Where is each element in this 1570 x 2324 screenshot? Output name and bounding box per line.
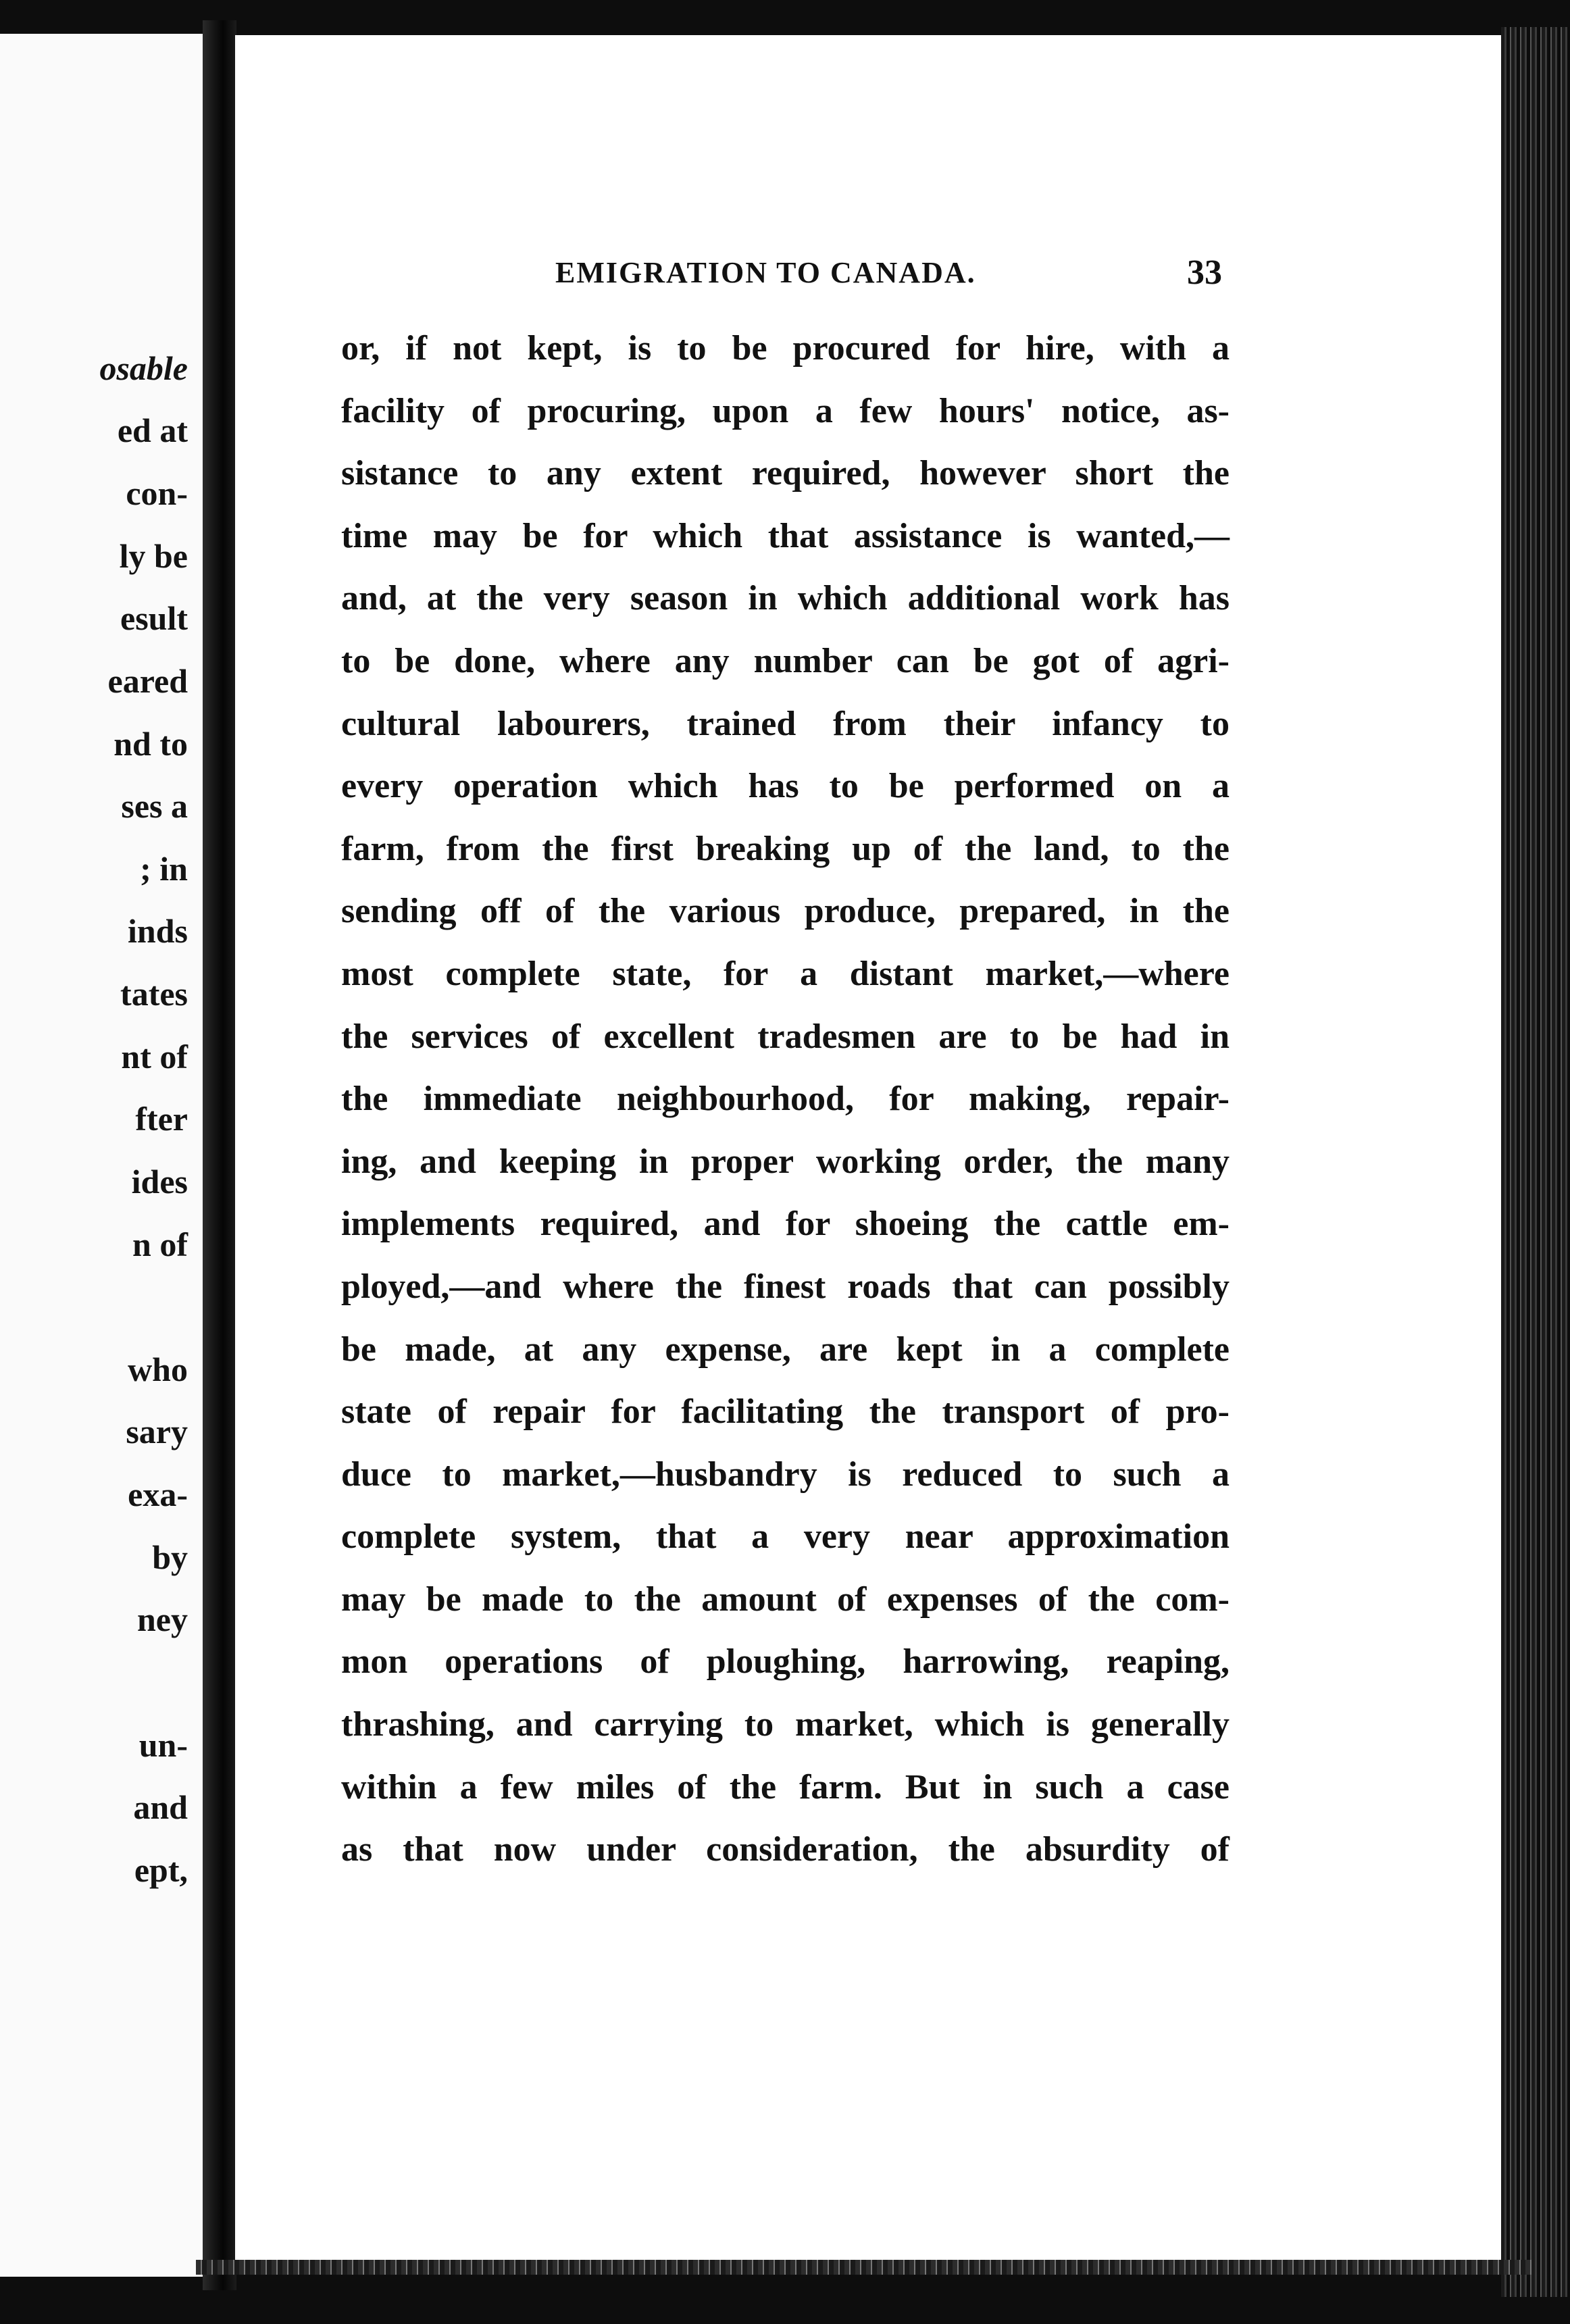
left-page-line: inds — [128, 912, 188, 950]
text-line: time may be for which that assistance is wanted,— — [341, 516, 1230, 555]
text-line: complete system, that a very near approximation — [341, 1517, 1230, 1557]
text-line: within a few miles of the farm. But in such a case — [341, 1767, 1230, 1807]
left-page-line: ept, — [134, 1851, 188, 1889]
page-edges-right — [1501, 27, 1570, 2297]
left-page-line: by — [152, 1538, 188, 1576]
text-line: cultural labourers, trained from their infancy to — [341, 704, 1230, 743]
text-line: mon operations of ploughing, harrowing, reaping, — [341, 1642, 1230, 1682]
text-line: ing, and keeping in proper working order, the many — [341, 1142, 1230, 1181]
text-line: ployed,—and where the finest roads that can possibly — [341, 1267, 1230, 1306]
left-page-line: osable — [99, 349, 188, 387]
running-title: EMIGRATION TO CANADA. — [555, 256, 976, 289]
body-text — [341, 318, 1230, 1881]
left-page-line: ; in — [140, 850, 188, 888]
left-page-line: ney — [137, 1600, 188, 1638]
left-page-line: fter — [135, 1100, 188, 1138]
left-page-line: un- — [138, 1726, 188, 1764]
text-line: most complete state, for a distant market,—where — [341, 954, 1230, 993]
left-page-line: n of — [132, 1226, 188, 1263]
page-edges-bottom — [196, 2260, 1534, 2275]
text-line: and, at the very season in which additional work has — [341, 579, 1230, 618]
text-line: sistance to any extent required, however short the — [341, 454, 1230, 493]
left-page-line: who — [128, 1350, 188, 1388]
text-line: the immediate neighbourhood, for making, repair- — [341, 1080, 1230, 1119]
text-line: be made, at any expense, are kept in a complete — [341, 1330, 1230, 1369]
text-line: every operation which has to be performed on a — [341, 767, 1230, 806]
left-page-line: and — [133, 1788, 188, 1826]
left-page-line: exa- — [128, 1475, 188, 1513]
text-line: facility of procuring, upon a few hours' notice, as- — [341, 391, 1230, 430]
text-line: implements required, and for shoeing the cattle em- — [341, 1205, 1230, 1244]
text-line: state of repair for facilitating the transport of pro- — [341, 1392, 1230, 1432]
text-line: sending off of the various produce, prepared, in the — [341, 892, 1230, 931]
text-line: to be done, where any number can be got of agri- — [341, 641, 1230, 680]
left-page-line: tates — [120, 975, 188, 1013]
left-page-line: con- — [126, 474, 188, 512]
left-page-line: ed at — [117, 411, 188, 449]
text-line: thrashing, and carrying to market, which is generally — [341, 1705, 1230, 1744]
left-page-line: nd to — [113, 725, 188, 763]
left-page-line: ides — [131, 1163, 188, 1201]
text-line: as that now under consideration, the absurdity of — [341, 1830, 1230, 1869]
left-page-line: nt of — [121, 1038, 188, 1076]
left-page-line: ses a — [121, 787, 188, 825]
text-line: may be made to the amount of expenses of the com- — [341, 1580, 1230, 1619]
left-page-line: eared — [107, 662, 188, 700]
text-line: duce to market,—husbandry is reduced to such a — [341, 1455, 1230, 1494]
text-line: the services of excellent tradesmen are to be had in — [341, 1017, 1230, 1056]
binding-gutter — [203, 20, 236, 2290]
left-page-line: ly be — [119, 537, 188, 575]
left-page-line: esult — [120, 599, 188, 637]
text-line: or, if not kept, is to be procured for hire, with a — [341, 329, 1230, 368]
page-number: 33 — [1187, 253, 1222, 292]
left-page-line: sary — [126, 1413, 188, 1450]
text-line: farm, from the first breaking up of the land, to the — [341, 829, 1230, 868]
left-facing-page — [0, 34, 203, 2277]
